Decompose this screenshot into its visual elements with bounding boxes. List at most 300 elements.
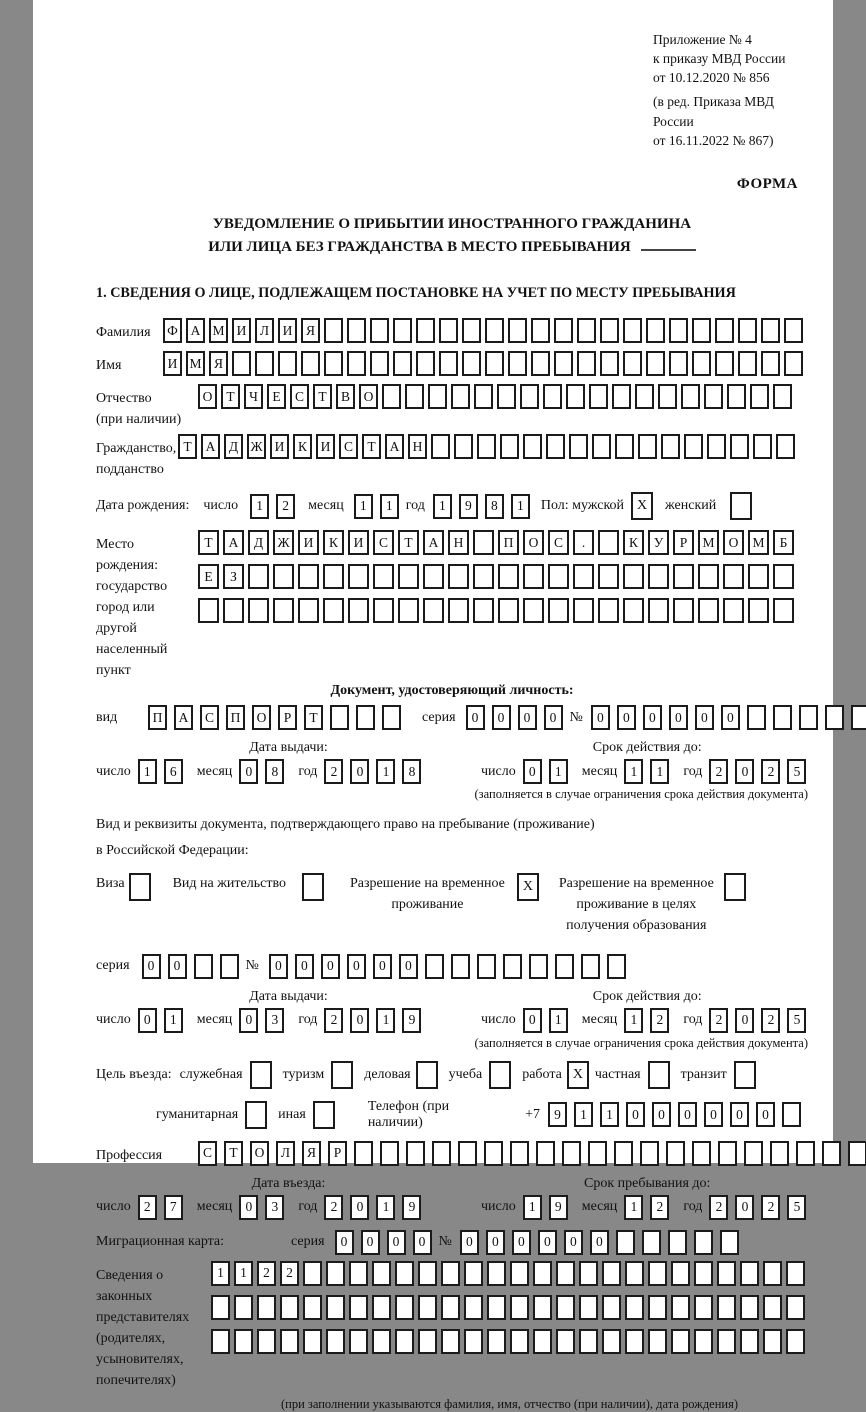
char-cell[interactable] bbox=[648, 564, 669, 589]
char-cell[interactable] bbox=[418, 1261, 437, 1286]
char-cell[interactable] bbox=[786, 1295, 805, 1320]
char-cell[interactable]: А bbox=[423, 530, 444, 555]
char-cell[interactable]: С bbox=[339, 434, 358, 459]
char-cell[interactable] bbox=[694, 1295, 713, 1320]
char-cell[interactable]: 0 bbox=[735, 1008, 754, 1033]
char-cell[interactable]: А bbox=[201, 434, 220, 459]
char-cell[interactable] bbox=[727, 384, 746, 409]
char-cell[interactable] bbox=[372, 1295, 391, 1320]
char-cell[interactable] bbox=[573, 564, 594, 589]
purpose-work-checkbox[interactable]: X bbox=[567, 1061, 589, 1089]
char-cell[interactable] bbox=[770, 1141, 789, 1166]
char-cell[interactable]: 1 bbox=[376, 1195, 395, 1220]
purpose-official-checkbox[interactable] bbox=[250, 1061, 272, 1089]
char-cell[interactable] bbox=[648, 598, 669, 623]
char-cell[interactable] bbox=[523, 564, 544, 589]
char-cell[interactable]: 1 bbox=[376, 1008, 395, 1033]
char-cell[interactable] bbox=[625, 1329, 644, 1354]
char-cell[interactable] bbox=[744, 1141, 763, 1166]
char-cell[interactable] bbox=[398, 564, 419, 589]
char-cell[interactable]: 0 bbox=[138, 1008, 157, 1033]
purpose-private-checkbox[interactable] bbox=[648, 1061, 670, 1089]
char-cell[interactable]: 2 bbox=[324, 1008, 343, 1033]
purpose-other-checkbox[interactable] bbox=[313, 1101, 335, 1129]
char-cell[interactable] bbox=[704, 384, 723, 409]
char-cell[interactable] bbox=[577, 318, 596, 343]
char-cell[interactable] bbox=[395, 1295, 414, 1320]
char-cell[interactable] bbox=[348, 564, 369, 589]
char-cell[interactable] bbox=[454, 434, 473, 459]
char-cell[interactable] bbox=[573, 598, 594, 623]
char-cell[interactable] bbox=[799, 705, 818, 730]
char-cell[interactable] bbox=[673, 598, 694, 623]
char-cell[interactable]: Д bbox=[224, 434, 243, 459]
char-cell[interactable] bbox=[349, 1261, 368, 1286]
char-cell[interactable] bbox=[740, 1295, 759, 1320]
char-cell[interactable] bbox=[556, 1261, 575, 1286]
char-cell[interactable]: С bbox=[373, 530, 394, 555]
char-cell[interactable] bbox=[473, 564, 494, 589]
char-cell[interactable] bbox=[692, 318, 711, 343]
char-cell[interactable] bbox=[589, 384, 608, 409]
char-cell[interactable]: А bbox=[174, 705, 193, 730]
char-cell[interactable]: Б bbox=[773, 530, 794, 555]
char-cell[interactable] bbox=[773, 564, 794, 589]
char-cell[interactable] bbox=[406, 1141, 425, 1166]
char-cell[interactable]: 1 bbox=[624, 759, 643, 784]
char-cell[interactable]: Ф bbox=[163, 318, 182, 343]
char-cell[interactable]: 1 bbox=[211, 1261, 230, 1286]
temp-residence-edu-checkbox[interactable] bbox=[724, 873, 746, 901]
char-cell[interactable]: 0 bbox=[168, 954, 187, 979]
char-cell[interactable] bbox=[280, 1295, 299, 1320]
char-cell[interactable] bbox=[773, 705, 792, 730]
char-cell[interactable]: О bbox=[359, 384, 378, 409]
char-cell[interactable]: 1 bbox=[376, 759, 395, 784]
char-cell[interactable] bbox=[717, 1261, 736, 1286]
char-cell[interactable] bbox=[441, 1295, 460, 1320]
char-cell[interactable] bbox=[763, 1295, 782, 1320]
char-cell[interactable] bbox=[822, 1141, 841, 1166]
char-cell[interactable] bbox=[255, 351, 274, 376]
char-cell[interactable] bbox=[347, 351, 366, 376]
char-cell[interactable]: Р bbox=[328, 1141, 347, 1166]
char-cell[interactable]: А bbox=[385, 434, 404, 459]
char-cell[interactable] bbox=[354, 1141, 373, 1166]
char-cell[interactable]: 0 bbox=[730, 1102, 749, 1127]
char-cell[interactable] bbox=[548, 598, 569, 623]
char-cell[interactable] bbox=[579, 1329, 598, 1354]
char-cell[interactable]: Н bbox=[448, 530, 469, 555]
char-cell[interactable]: 0 bbox=[413, 1230, 432, 1255]
char-cell[interactable]: 6 bbox=[164, 759, 183, 784]
char-cell[interactable] bbox=[635, 384, 654, 409]
char-cell[interactable] bbox=[464, 1295, 483, 1320]
char-cell[interactable] bbox=[782, 1102, 801, 1127]
char-cell[interactable]: О bbox=[252, 705, 271, 730]
char-cell[interactable] bbox=[602, 1329, 621, 1354]
char-cell[interactable]: А bbox=[223, 530, 244, 555]
char-cell[interactable]: 2 bbox=[761, 1195, 780, 1220]
char-cell[interactable] bbox=[298, 598, 319, 623]
char-cell[interactable]: 2 bbox=[324, 1195, 343, 1220]
char-cell[interactable]: И bbox=[298, 530, 319, 555]
temp-residence-checkbox[interactable]: X bbox=[517, 873, 539, 901]
char-cell[interactable]: 9 bbox=[548, 1102, 567, 1127]
char-cell[interactable] bbox=[330, 705, 349, 730]
char-cell[interactable]: Т bbox=[313, 384, 332, 409]
char-cell[interactable]: Т bbox=[304, 705, 323, 730]
char-cell[interactable] bbox=[738, 318, 757, 343]
char-cell[interactable]: Я bbox=[302, 1141, 321, 1166]
char-cell[interactable] bbox=[569, 434, 588, 459]
char-cell[interactable]: 1 bbox=[624, 1008, 643, 1033]
char-cell[interactable] bbox=[194, 954, 213, 979]
char-cell[interactable] bbox=[602, 1261, 621, 1286]
char-cell[interactable] bbox=[616, 1230, 635, 1255]
char-cell[interactable] bbox=[301, 351, 320, 376]
char-cell[interactable] bbox=[248, 564, 269, 589]
char-cell[interactable] bbox=[598, 598, 619, 623]
char-cell[interactable]: С bbox=[290, 384, 309, 409]
char-cell[interactable] bbox=[373, 598, 394, 623]
char-cell[interactable] bbox=[748, 564, 769, 589]
char-cell[interactable] bbox=[796, 1141, 815, 1166]
char-cell[interactable] bbox=[773, 598, 794, 623]
char-cell[interactable] bbox=[661, 434, 680, 459]
char-cell[interactable]: В bbox=[336, 384, 355, 409]
char-cell[interactable]: 5 bbox=[787, 1008, 806, 1033]
char-cell[interactable]: Ч bbox=[244, 384, 263, 409]
char-cell[interactable] bbox=[786, 1261, 805, 1286]
char-cell[interactable] bbox=[395, 1261, 414, 1286]
char-cell[interactable] bbox=[646, 351, 665, 376]
char-cell[interactable] bbox=[761, 351, 780, 376]
char-cell[interactable] bbox=[718, 1141, 737, 1166]
char-cell[interactable] bbox=[763, 1261, 782, 1286]
char-cell[interactable]: 0 bbox=[492, 705, 511, 730]
char-cell[interactable] bbox=[715, 351, 734, 376]
char-cell[interactable] bbox=[648, 1261, 667, 1286]
char-cell[interactable] bbox=[715, 318, 734, 343]
char-cell[interactable] bbox=[485, 318, 504, 343]
char-cell[interactable]: 0 bbox=[756, 1102, 775, 1127]
char-cell[interactable]: 9 bbox=[402, 1008, 421, 1033]
char-cell[interactable] bbox=[273, 598, 294, 623]
char-cell[interactable]: 0 bbox=[239, 1008, 258, 1033]
char-cell[interactable]: 0 bbox=[321, 954, 340, 979]
char-cell[interactable] bbox=[623, 598, 644, 623]
char-cell[interactable]: 5 bbox=[787, 1195, 806, 1220]
char-cell[interactable] bbox=[648, 1295, 667, 1320]
char-cell[interactable] bbox=[448, 598, 469, 623]
char-cell[interactable] bbox=[211, 1295, 230, 1320]
char-cell[interactable]: 1 bbox=[433, 494, 452, 519]
char-cell[interactable] bbox=[648, 1329, 667, 1354]
char-cell[interactable] bbox=[556, 1329, 575, 1354]
char-cell[interactable] bbox=[487, 1295, 506, 1320]
char-cell[interactable] bbox=[451, 954, 470, 979]
char-cell[interactable]: С bbox=[198, 1141, 217, 1166]
char-cell[interactable] bbox=[278, 351, 297, 376]
char-cell[interactable]: 2 bbox=[276, 494, 295, 519]
char-cell[interactable]: 0 bbox=[617, 705, 636, 730]
char-cell[interactable]: И bbox=[348, 530, 369, 555]
char-cell[interactable] bbox=[784, 351, 803, 376]
char-cell[interactable] bbox=[523, 598, 544, 623]
char-cell[interactable] bbox=[462, 351, 481, 376]
char-cell[interactable] bbox=[671, 1261, 690, 1286]
char-cell[interactable]: 1 bbox=[380, 494, 399, 519]
char-cell[interactable] bbox=[625, 1261, 644, 1286]
char-cell[interactable]: 2 bbox=[138, 1195, 157, 1220]
purpose-business-checkbox[interactable] bbox=[416, 1061, 438, 1089]
char-cell[interactable]: Т bbox=[221, 384, 240, 409]
char-cell[interactable] bbox=[326, 1261, 345, 1286]
char-cell[interactable]: 0 bbox=[643, 705, 662, 730]
char-cell[interactable] bbox=[555, 954, 574, 979]
char-cell[interactable]: 0 bbox=[399, 954, 418, 979]
char-cell[interactable] bbox=[477, 954, 496, 979]
char-cell[interactable] bbox=[418, 1295, 437, 1320]
char-cell[interactable] bbox=[738, 351, 757, 376]
char-cell[interactable]: 8 bbox=[485, 494, 504, 519]
char-cell[interactable] bbox=[303, 1329, 322, 1354]
char-cell[interactable]: Е bbox=[198, 564, 219, 589]
char-cell[interactable] bbox=[851, 705, 866, 730]
gender-male-checkbox[interactable]: X bbox=[631, 492, 653, 520]
char-cell[interactable] bbox=[694, 1261, 713, 1286]
char-cell[interactable] bbox=[784, 318, 803, 343]
visa-checkbox[interactable] bbox=[129, 873, 151, 901]
char-cell[interactable]: 0 bbox=[721, 705, 740, 730]
char-cell[interactable]: 1 bbox=[523, 1195, 542, 1220]
char-cell[interactable]: 0 bbox=[591, 705, 610, 730]
char-cell[interactable] bbox=[439, 318, 458, 343]
char-cell[interactable]: У bbox=[648, 530, 669, 555]
char-cell[interactable] bbox=[273, 564, 294, 589]
char-cell[interactable] bbox=[298, 564, 319, 589]
char-cell[interactable] bbox=[520, 384, 539, 409]
char-cell[interactable] bbox=[554, 351, 573, 376]
char-cell[interactable] bbox=[441, 1329, 460, 1354]
char-cell[interactable]: 1 bbox=[600, 1102, 619, 1127]
char-cell[interactable] bbox=[380, 1141, 399, 1166]
char-cell[interactable]: 0 bbox=[564, 1230, 583, 1255]
char-cell[interactable] bbox=[531, 351, 550, 376]
char-cell[interactable] bbox=[825, 705, 844, 730]
char-cell[interactable]: 1 bbox=[574, 1102, 593, 1127]
char-cell[interactable] bbox=[533, 1261, 552, 1286]
char-cell[interactable] bbox=[198, 598, 219, 623]
char-cell[interactable] bbox=[473, 530, 494, 555]
char-cell[interactable] bbox=[566, 384, 585, 409]
char-cell[interactable] bbox=[753, 434, 772, 459]
char-cell[interactable]: 0 bbox=[361, 1230, 380, 1255]
char-cell[interactable] bbox=[615, 434, 634, 459]
purpose-transit-checkbox[interactable] bbox=[734, 1061, 756, 1089]
char-cell[interactable] bbox=[740, 1329, 759, 1354]
char-cell[interactable]: И bbox=[316, 434, 335, 459]
char-cell[interactable]: 2 bbox=[761, 759, 780, 784]
char-cell[interactable] bbox=[416, 318, 435, 343]
char-cell[interactable]: К bbox=[623, 530, 644, 555]
char-cell[interactable] bbox=[577, 351, 596, 376]
char-cell[interactable] bbox=[382, 384, 401, 409]
char-cell[interactable] bbox=[579, 1295, 598, 1320]
char-cell[interactable] bbox=[500, 434, 519, 459]
char-cell[interactable] bbox=[416, 351, 435, 376]
char-cell[interactable] bbox=[441, 1261, 460, 1286]
char-cell[interactable] bbox=[562, 1141, 581, 1166]
char-cell[interactable] bbox=[612, 384, 631, 409]
char-cell[interactable] bbox=[531, 318, 550, 343]
char-cell[interactable] bbox=[326, 1295, 345, 1320]
char-cell[interactable] bbox=[451, 384, 470, 409]
char-cell[interactable]: 0 bbox=[538, 1230, 557, 1255]
char-cell[interactable] bbox=[623, 564, 644, 589]
char-cell[interactable] bbox=[848, 1141, 866, 1166]
char-cell[interactable] bbox=[748, 598, 769, 623]
char-cell[interactable]: 9 bbox=[549, 1195, 568, 1220]
char-cell[interactable] bbox=[372, 1261, 391, 1286]
char-cell[interactable] bbox=[602, 1295, 621, 1320]
char-cell[interactable] bbox=[579, 1261, 598, 1286]
char-cell[interactable] bbox=[533, 1295, 552, 1320]
char-cell[interactable]: А bbox=[186, 318, 205, 343]
char-cell[interactable] bbox=[625, 1295, 644, 1320]
char-cell[interactable] bbox=[498, 564, 519, 589]
char-cell[interactable] bbox=[536, 1141, 555, 1166]
char-cell[interactable] bbox=[431, 434, 450, 459]
char-cell[interactable]: О bbox=[523, 530, 544, 555]
char-cell[interactable]: С bbox=[548, 530, 569, 555]
char-cell[interactable] bbox=[681, 384, 700, 409]
char-cell[interactable] bbox=[548, 564, 569, 589]
char-cell[interactable]: 0 bbox=[518, 705, 537, 730]
char-cell[interactable] bbox=[698, 564, 719, 589]
char-cell[interactable] bbox=[508, 318, 527, 343]
char-cell[interactable] bbox=[671, 1295, 690, 1320]
char-cell[interactable]: 0 bbox=[512, 1230, 531, 1255]
char-cell[interactable]: И bbox=[270, 434, 289, 459]
char-cell[interactable] bbox=[503, 954, 522, 979]
char-cell[interactable]: 0 bbox=[239, 759, 258, 784]
char-cell[interactable]: 0 bbox=[652, 1102, 671, 1127]
char-cell[interactable] bbox=[673, 564, 694, 589]
char-cell[interactable] bbox=[730, 434, 749, 459]
char-cell[interactable]: 0 bbox=[678, 1102, 697, 1127]
char-cell[interactable]: 0 bbox=[590, 1230, 609, 1255]
char-cell[interactable] bbox=[303, 1295, 322, 1320]
gender-female-checkbox[interactable] bbox=[730, 492, 752, 520]
char-cell[interactable] bbox=[607, 954, 626, 979]
char-cell[interactable] bbox=[211, 1329, 230, 1354]
char-cell[interactable] bbox=[349, 1295, 368, 1320]
char-cell[interactable] bbox=[372, 1329, 391, 1354]
char-cell[interactable] bbox=[418, 1329, 437, 1354]
char-cell[interactable] bbox=[556, 1295, 575, 1320]
char-cell[interactable]: 5 bbox=[787, 759, 806, 784]
char-cell[interactable] bbox=[497, 384, 516, 409]
char-cell[interactable]: М bbox=[748, 530, 769, 555]
char-cell[interactable]: 1 bbox=[624, 1195, 643, 1220]
char-cell[interactable]: 2 bbox=[650, 1008, 669, 1033]
char-cell[interactable] bbox=[223, 598, 244, 623]
char-cell[interactable]: С bbox=[200, 705, 219, 730]
char-cell[interactable] bbox=[373, 564, 394, 589]
char-cell[interactable]: К bbox=[293, 434, 312, 459]
char-cell[interactable]: 0 bbox=[544, 705, 563, 730]
char-cell[interactable] bbox=[477, 434, 496, 459]
char-cell[interactable] bbox=[324, 318, 343, 343]
char-cell[interactable] bbox=[432, 1141, 451, 1166]
char-cell[interactable] bbox=[462, 318, 481, 343]
char-cell[interactable] bbox=[533, 1329, 552, 1354]
char-cell[interactable] bbox=[510, 1295, 529, 1320]
char-cell[interactable]: 0 bbox=[373, 954, 392, 979]
char-cell[interactable] bbox=[395, 1329, 414, 1354]
purpose-tourism-checkbox[interactable] bbox=[331, 1061, 353, 1089]
char-cell[interactable] bbox=[303, 1261, 322, 1286]
char-cell[interactable]: 3 bbox=[265, 1195, 284, 1220]
char-cell[interactable]: 0 bbox=[486, 1230, 505, 1255]
char-cell[interactable] bbox=[588, 1141, 607, 1166]
char-cell[interactable] bbox=[398, 598, 419, 623]
char-cell[interactable] bbox=[423, 598, 444, 623]
char-cell[interactable] bbox=[323, 564, 344, 589]
char-cell[interactable] bbox=[487, 1261, 506, 1286]
char-cell[interactable] bbox=[707, 434, 726, 459]
char-cell[interactable]: 2 bbox=[324, 759, 343, 784]
char-cell[interactable] bbox=[425, 954, 444, 979]
char-cell[interactable] bbox=[694, 1230, 713, 1255]
char-cell[interactable]: 0 bbox=[735, 1195, 754, 1220]
char-cell[interactable] bbox=[747, 705, 766, 730]
char-cell[interactable] bbox=[684, 434, 703, 459]
char-cell[interactable] bbox=[326, 1329, 345, 1354]
char-cell[interactable] bbox=[623, 351, 642, 376]
char-cell[interactable]: 7 bbox=[164, 1195, 183, 1220]
char-cell[interactable]: 0 bbox=[350, 1195, 369, 1220]
char-cell[interactable]: Д bbox=[248, 530, 269, 555]
char-cell[interactable] bbox=[554, 318, 573, 343]
char-cell[interactable] bbox=[720, 1230, 739, 1255]
char-cell[interactable]: М bbox=[209, 318, 228, 343]
char-cell[interactable] bbox=[349, 1329, 368, 1354]
char-cell[interactable]: И bbox=[278, 318, 297, 343]
char-cell[interactable] bbox=[280, 1329, 299, 1354]
char-cell[interactable] bbox=[692, 1141, 711, 1166]
char-cell[interactable]: 0 bbox=[735, 759, 754, 784]
char-cell[interactable] bbox=[669, 318, 688, 343]
char-cell[interactable]: 0 bbox=[269, 954, 288, 979]
char-cell[interactable] bbox=[324, 351, 343, 376]
purpose-humanitarian-checkbox[interactable] bbox=[245, 1101, 267, 1129]
char-cell[interactable]: М bbox=[186, 351, 205, 376]
char-cell[interactable]: 0 bbox=[704, 1102, 723, 1127]
char-cell[interactable]: Л bbox=[255, 318, 274, 343]
char-cell[interactable]: О bbox=[723, 530, 744, 555]
char-cell[interactable]: Р bbox=[673, 530, 694, 555]
char-cell[interactable] bbox=[498, 598, 519, 623]
char-cell[interactable]: Т bbox=[224, 1141, 243, 1166]
char-cell[interactable]: Т bbox=[398, 530, 419, 555]
char-cell[interactable]: 0 bbox=[387, 1230, 406, 1255]
char-cell[interactable] bbox=[464, 1261, 483, 1286]
char-cell[interactable] bbox=[439, 351, 458, 376]
char-cell[interactable] bbox=[356, 705, 375, 730]
